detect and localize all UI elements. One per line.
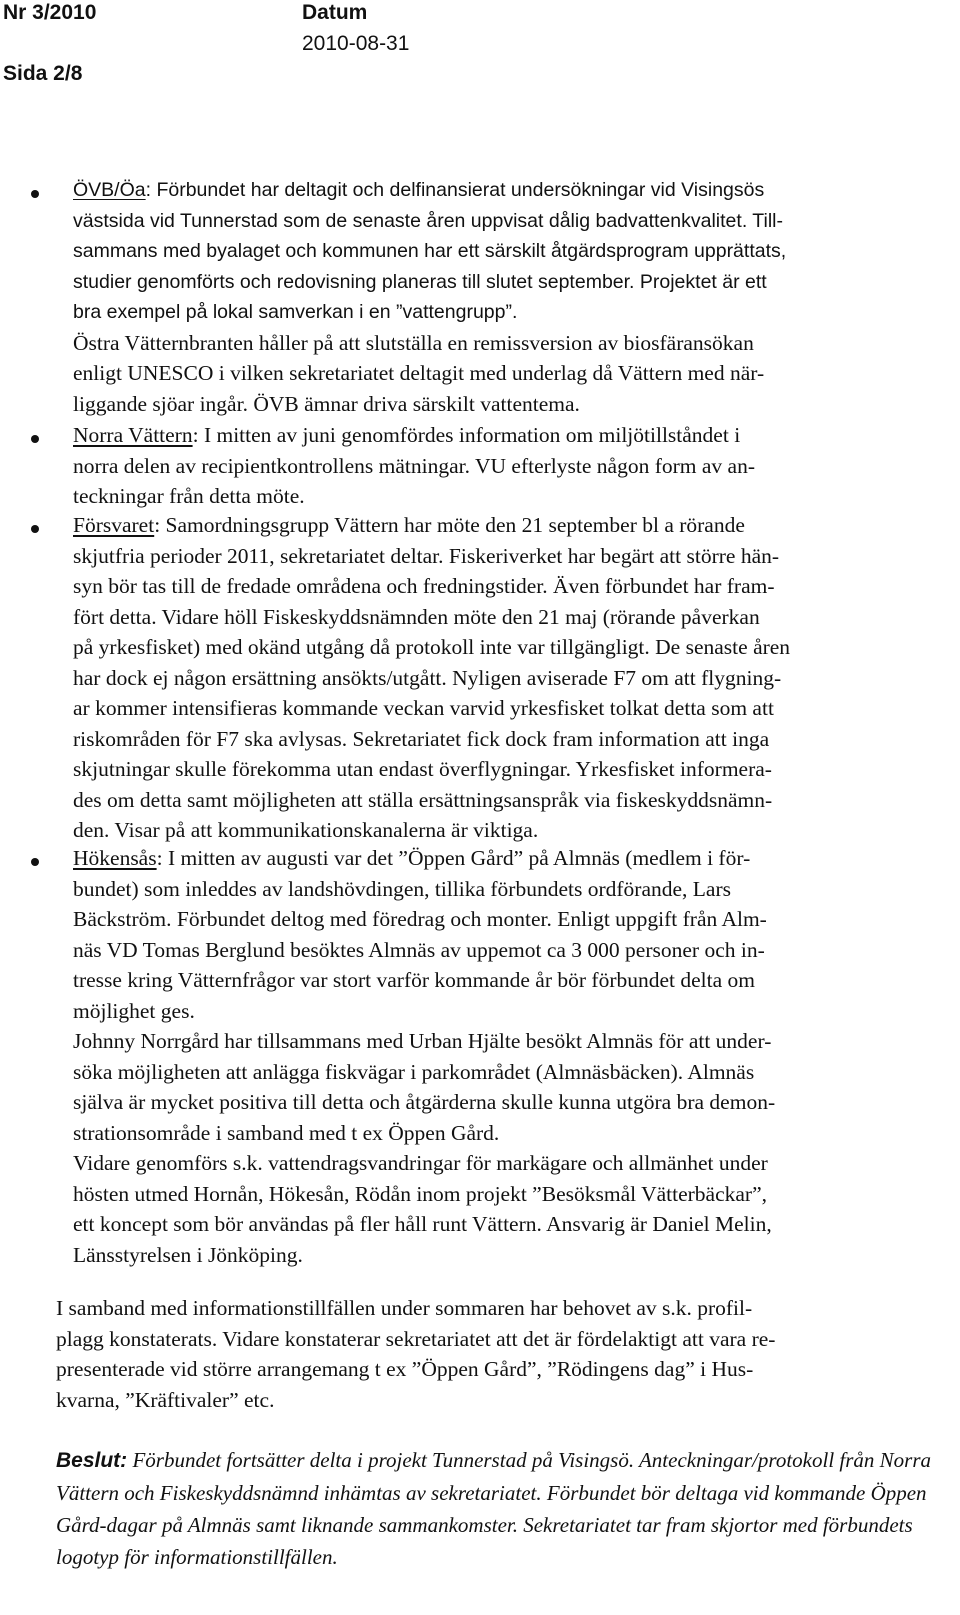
item-line: har dock ej någon ersättning ansökts/utgått. Nyligen aviserade F7 om att flygning- — [73, 665, 782, 690]
item-line: bra exempel på lokal samverkan i en ”vattengrupp”. — [73, 301, 518, 323]
list-item-forsvaret — [73, 510, 943, 846]
list-item-hokensas — [73, 843, 943, 1270]
paragraph-line: presenterade vid större arrangemang t ex ”Öppen Gård”, ”Rödingens dag” i Hus- — [56, 1357, 754, 1381]
item-line: Östra Vätternbranten håller på att slutställa en remissversion av biosfäransökan — [73, 330, 754, 355]
item-line: des om detta samt möjligheten att ställa ersättningsanspråk via fiskeskyddsnämn- — [73, 787, 773, 812]
item-line: ett koncept som bör användas på fler håll runt Vättern. Ansvarig är Daniel Melin, — [73, 1212, 772, 1236]
date-label: Datum — [302, 1, 368, 24]
item-line: hösten utmed Hornån, Hökesån, Rödån inom projekt ”Besöksmål Vätterbäckar”, — [73, 1181, 767, 1206]
item-line: söka möjligheten att anlägga fiskvägar i parkområdet (Almnäsbäcken). Almnäs — [73, 1059, 755, 1084]
item-line: strationsområde i samband med t ex Öppen Gård. — [73, 1120, 500, 1145]
bullet-icon — [31, 190, 39, 198]
item-line: möjlighet ges. — [73, 998, 195, 1023]
item-line: enligt UNESCO i vilken sekretariatet deltagit med underlag då Vättern med när- — [73, 361, 765, 385]
item-line: teckningar från detta möte. — [73, 484, 305, 508]
paragraph-line: I samband med informationstillfällen under sommaren har behovet av s.k. profil- — [56, 1296, 753, 1320]
item-heading: Försvaret — [73, 513, 155, 537]
decision-text: Förbundet fortsätter delta i projekt Tunnerstad på Visingsö. Anteckningar/protokoll från Norra Vättern och Fiskeskyddsnämnd inhämtas av sekretariatet. Förbundet bör deltaga vid kommande Öppen Gård-dagar på Almnäs samt liknande sammankomster. Sekretariatet tar fram skjortor med förbundets logotyp för informationstillfällen. — [56, 1448, 932, 1569]
item-line: bundet) som inleddes av landshövdingen, tillika förbundets ordförande, Lars — [73, 876, 731, 901]
profile-clothing-paragraph — [56, 1293, 946, 1415]
item-line: fört detta. Vidare höll Fiskeskyddsnämnden möte den 21 maj (rörande påverkan — [73, 604, 760, 629]
item-line: : I mitten av juni genomfördes information om miljötillståndet i — [192, 423, 741, 447]
list-item-ovb — [73, 175, 943, 419]
item-line: : Samordningsgrupp Vättern har möte den 21 september bl a rörande — [154, 513, 745, 537]
item-line: Vidare genomförs s.k. vattendragsvandringar för markägare och allmänhet under — [73, 1151, 768, 1175]
bullet-icon — [31, 858, 39, 866]
item-heading: Hökensås — [73, 846, 157, 870]
item-line: : Förbundet har deltagit och delfinansierat undersökningar vid Visingsös — [145, 179, 765, 201]
item-line: den. Visar på att kommunikationskanalerna är viktiga. — [73, 818, 539, 842]
item-line: själva är mycket positiva till detta och åtgärderna skulle kunna utgöra bra demon- — [73, 1090, 776, 1114]
bullet-icon — [31, 435, 39, 443]
document-number: Nr 3/2010 — [3, 1, 97, 24]
item-line: Länsstyrelsen i Jönköping. — [73, 1242, 303, 1267]
item-line: skjutfria perioder 2011, sekretariatet deltar. Fiskeriverket har begärt att större hän- — [73, 543, 780, 568]
decision-block — [56, 1444, 946, 1573]
item-line: norra delen av recipientkontrollens mätningar. VU efterlyste någon form av an- — [73, 453, 755, 478]
item-line: västsida vid Tunnerstad som de senaste åren uppvisat dålig badvattenkvalitet. Till- — [73, 209, 783, 232]
item-line: ar kommer intensifieras kommande veckan varvid yrkesfisket tolkat detta som att — [73, 696, 774, 720]
item-line: liggande sjöar ingår. ÖVB ämnar driva särskilt vattentema. — [73, 391, 580, 416]
item-line: Bäckström. Förbundet deltog med föredrag och monter. Enligt uppgift från Alm- — [73, 907, 767, 931]
item-line: sammans med byalaget och kommunen har ett särskilt åtgärdsprogram upprättats, — [73, 240, 787, 262]
paragraph-line: kvarna, ”Kräftivaler” etc. — [56, 1387, 275, 1412]
item-heading: ÖVB/Öa — [73, 179, 146, 201]
item-line: på yrkesfisket) med okänd utgång då protokoll inte var tillgängligt. De senaste åren — [73, 635, 791, 659]
bullet-icon — [31, 525, 39, 533]
decision-label: Beslut: — [56, 1449, 128, 1472]
item-heading: Norra Vättern — [73, 423, 193, 447]
date-value: 2010-08-31 — [302, 32, 410, 55]
item-line: näs VD Tomas Berglund besöktes Almnäs av uppemot ca 3 000 personer och in- — [73, 937, 765, 962]
item-line: Johnny Norrgård har tillsammans med Urban Hjälte besökt Almnäs för att under- — [73, 1029, 772, 1053]
list-item-norra-vattern — [73, 420, 943, 512]
item-line: skjutningar skulle förekomma utan endast överflygningar. Yrkesfisket informera- — [73, 757, 772, 781]
item-line: syn bör tas till de fredade områdena och fredningstider. Även förbundet har fram- — [73, 574, 775, 598]
item-line: studier genomförts och redovisning planeras till slutet september. Projektet är ett — [73, 270, 767, 293]
item-line: tresse kring Vätternfrågor var stort varför kommande år bör förbundet delta om — [73, 968, 755, 992]
item-line: : I mitten av augusti var det ”Öppen Gård” på Almnäs (medlem i för- — [156, 846, 751, 870]
item-line: riskområden för F7 ska avlysas. Sekretariatet fick dock fram information att inga — [73, 726, 770, 751]
page-number: Sida 2/8 — [3, 62, 83, 85]
paragraph-line: plagg konstaterats. Vidare konstaterar sekretariatet att det är fördelaktigt att vara re- — [56, 1326, 776, 1351]
